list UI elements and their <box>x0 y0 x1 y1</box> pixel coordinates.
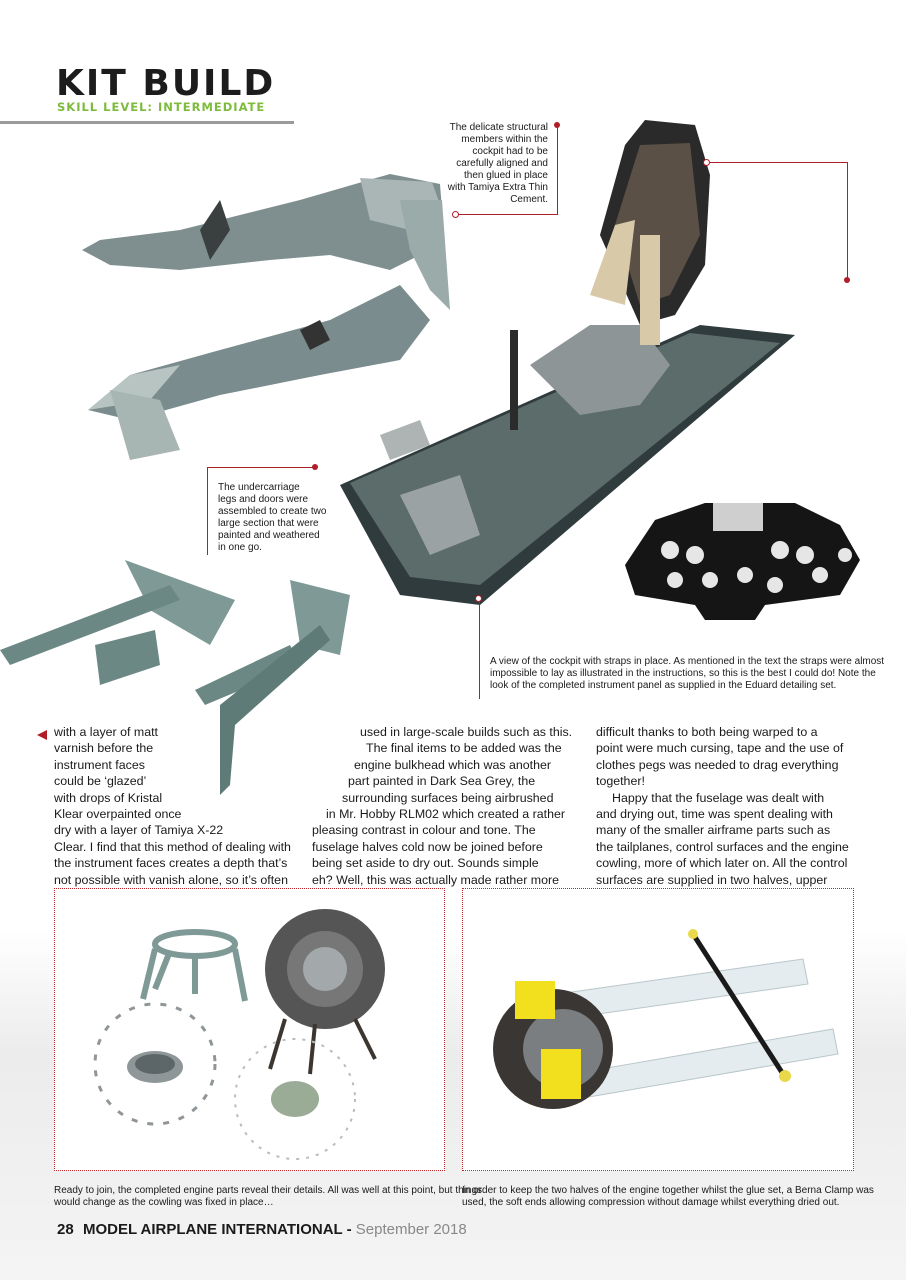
magazine-name: MODEL AIRPLANE INTERNATIONAL - <box>83 1221 352 1238</box>
berna-clamp-illustration <box>463 889 853 1170</box>
leader-line <box>207 467 315 468</box>
leader-dot <box>554 122 560 128</box>
leader-dot <box>844 277 850 283</box>
caption-cockpit-view: A view of the cockpit with straps in place. As mentioned in the text the straps were almost impossible to lay as illustrated in the instructions, so this is the best I could do! Note the look of the completed instrument panel as supplied in the Eduard detailing set. <box>490 656 885 691</box>
leader-dot <box>452 211 459 218</box>
instrument-panel-photo <box>615 495 865 625</box>
leader-dot <box>703 159 710 166</box>
skill-level: SKILL LEVEL: INTERMEDIATE <box>57 100 266 114</box>
body-column-3: difficult thanks to both being warped to a point were much cursing, tape and the use of clothes pegs was needed to drag everything together! Happy that the fuselage was dealt with and drying out, time was spent dealing with many of the smaller airframe parts such as the tailplanes, control surfaces and the engine cowling, more of which later on. All the control surfaces are supplied in two halves, upper <box>596 725 849 887</box>
continuation-arrow-icon <box>36 729 48 741</box>
leader-line <box>456 214 558 215</box>
header-rule <box>0 121 294 124</box>
body-column-2: used in large-scale builds such as this. The final items to be added was the engine bulkhead which was another part painted in Dark Sea Grey, the surrounding surfaces being airbrushed in Mr. Hobby RLM02 which created a rather pleasing contrast in colour and tone. The fuselage halves cold now be joined before being set aside to dry out. Sounds simple eh? Well, this was actually made rather more <box>312 725 573 887</box>
section-title: KIT BUILD <box>56 63 276 104</box>
caption-engine-parts: Ready to join, the completed engine parts reveal their details. All was well at this point, but things would change as the cowling was fixed in place… <box>54 1185 483 1208</box>
caption-undercarriage: The undercarriage legs and doors were assembled to create two large section that were painted and weathered in one go. <box>218 482 327 553</box>
engine-parts-photo <box>54 888 445 1171</box>
leader-line <box>207 467 208 555</box>
engine-parts-illustration <box>55 889 444 1170</box>
caption-cockpit-structure: The delicate structural members within the cockpit had to be carefully aligned and then glued in place with Tamiya Extra Thin Cement. <box>447 122 548 205</box>
leader-line <box>479 599 480 699</box>
leader-line <box>847 162 848 280</box>
magazine-footer <box>83 1221 467 1238</box>
leader-dot <box>475 595 482 602</box>
page-number: 28 <box>57 1221 74 1238</box>
leader-dot <box>312 464 318 470</box>
berna-clamp-photo <box>462 888 854 1171</box>
body-column-1: with a layer of matt varnish before the instrument faces could be ‘glazed’ with drops of Kristal Klear overpainted once dry with a layer of Tamiya X-22 Clear. I find that this method of dealing with the instrument faces creates a depth that’s not possible with vanish alone, so it’s often <box>54 725 291 887</box>
leader-line <box>557 125 558 215</box>
caption-berna-clamp: In order to keep the two halves of the engine together whilst the glue set, a Berna Clamp was used, the soft ends allowing compression without damage whilst everything dried out. <box>462 1185 874 1208</box>
leader-line <box>707 162 847 163</box>
engine-cylinders <box>265 909 385 1029</box>
issue-date: September 2018 <box>355 1221 467 1238</box>
